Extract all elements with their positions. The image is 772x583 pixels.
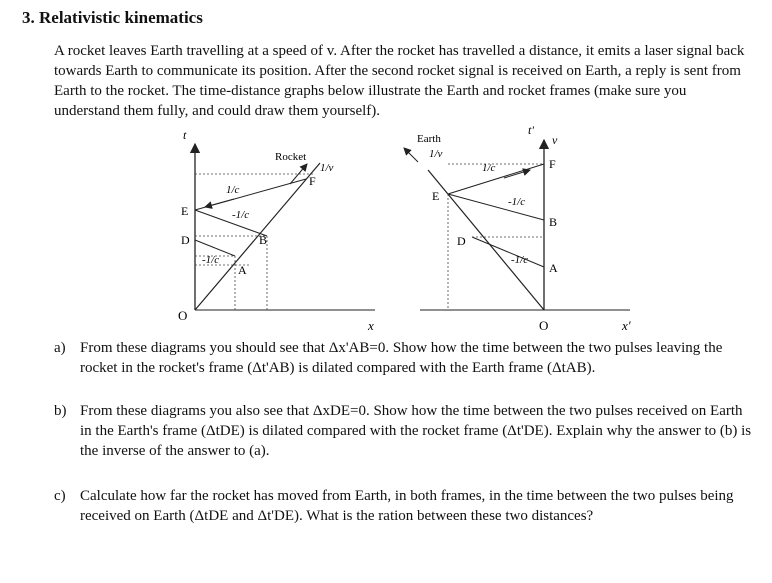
- event-e-label-right: E: [432, 189, 440, 203]
- question-a: [54, 338, 754, 378]
- question-b-label: b): [54, 403, 67, 419]
- question-c-text: Calculate how far the rocket has moved from Earth, in both frames, in the time between the two pulses being received on Earth (ΔtDE and Δt'DE). What is the ration between these two distances?: [80, 488, 734, 524]
- signal-b: [195, 210, 267, 236]
- question-c: [54, 486, 754, 526]
- signal-b-right: [448, 194, 544, 220]
- spacetime-diagrams: [160, 122, 640, 334]
- rocket-frame-diagram: [404, 123, 631, 333]
- t-axis-label: t: [183, 128, 187, 142]
- event-d-label-right: D: [457, 234, 466, 248]
- event-a-label-right: A: [549, 261, 558, 275]
- rocket-label: Rocket: [275, 151, 307, 163]
- signal-a-slope-label: -1/c: [202, 254, 220, 266]
- intro-paragraph: A rocket leaves Earth travelling at a speed of v. After the rocket has travelled a distance, it emits a laser signal back towards Earth to communicate its position. After the second rocket signal is received on Earth, a reply is sent from Earth to the rocket. The time-distance graphs below illustrate the Earth and rocket frames (make sure you understand them fully, and could draw them yourself).: [54, 43, 745, 119]
- signal-b-slope-label-right: -1/c: [508, 196, 526, 208]
- earth-worldline: [428, 170, 544, 310]
- question-a-label: a): [54, 340, 66, 356]
- event-d-label: D: [181, 233, 190, 247]
- reply-signal-right: [448, 164, 544, 194]
- reply-slope-label-right: 1/c: [482, 162, 496, 174]
- earth-slope-label: 1/v: [429, 148, 443, 160]
- event-a-label: A: [238, 263, 247, 277]
- signal-a-right: [472, 237, 544, 267]
- origin-label-right: O: [539, 318, 549, 333]
- event-f-label: F: [309, 174, 316, 188]
- origin-label: O: [178, 308, 188, 323]
- event-e-label: E: [181, 204, 189, 218]
- velocity-label: v: [552, 133, 558, 147]
- earth-frame-diagram: [178, 128, 375, 333]
- event-b-label: B: [259, 233, 268, 247]
- question-b-text: From these diagrams you also see that ΔxDE=0. Show how the time between the two pulses received on Earth in the Earth's frame (ΔtDE) is dilated compared with the rocket frame (Δt'DE). Explain why the answer to (b) is the inverse of the answer to (a).: [80, 403, 752, 459]
- section-title: 3. Relativistic kinematics: [22, 8, 203, 27]
- x-prime-axis-label: x': [622, 318, 631, 333]
- event-f-label-right: F: [549, 157, 556, 171]
- x-axis-label: x: [368, 318, 374, 333]
- question-b: [54, 401, 754, 461]
- earth-label: Earth: [417, 133, 441, 145]
- t-prime-axis-label: t': [528, 123, 534, 137]
- event-b-label-right: B: [549, 215, 558, 229]
- question-c-label: c): [54, 488, 66, 504]
- signal-b-slope-label: -1/c: [232, 209, 250, 221]
- reply-slope-label: 1/c: [226, 184, 240, 196]
- signal-a-slope-label-right: -1/c: [511, 254, 529, 266]
- rocket-worldline: [195, 163, 320, 310]
- question-a-text: From these diagrams you should see that Δx'AB=0. Show how the time between the two pulses leaving the rocket in the rocket's frame (Δt'AB) is dilated compared with the Earth frame (ΔtAB).: [80, 340, 723, 376]
- rocket-slope-label: 1/v: [320, 162, 334, 174]
